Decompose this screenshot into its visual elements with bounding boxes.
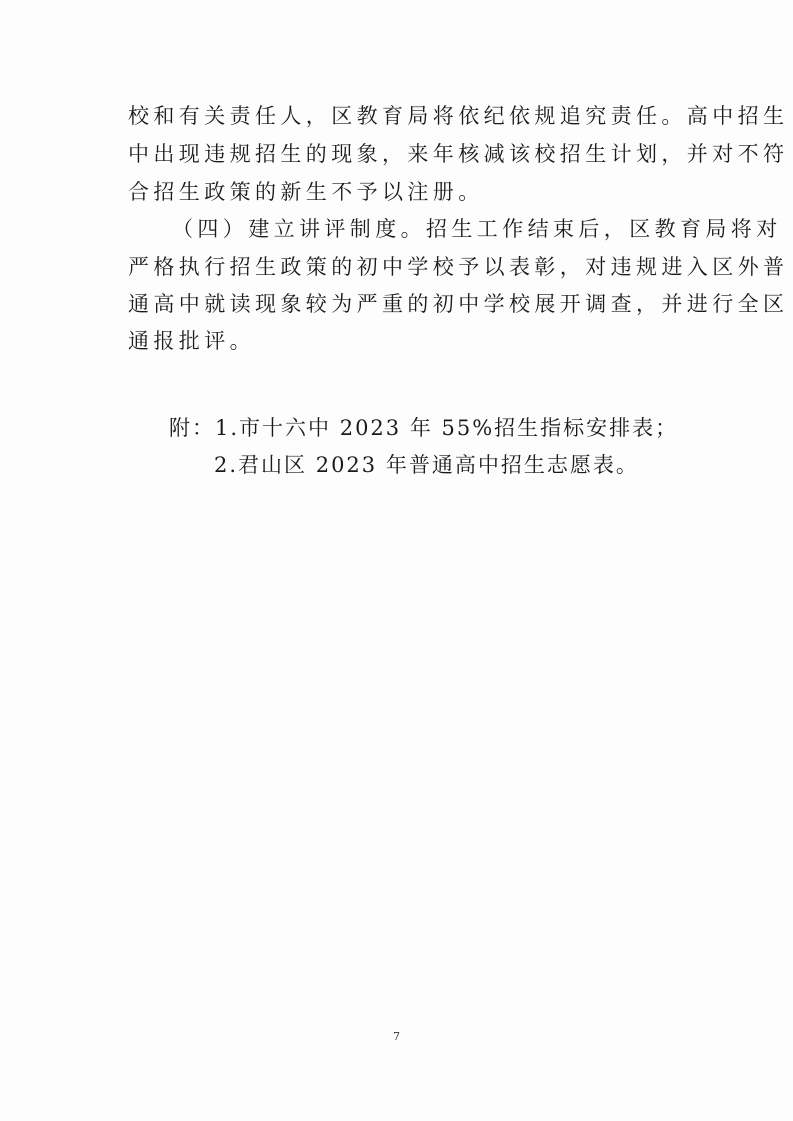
paragraph-2-line-2: 严格执行招生政策的初中学校予以表彰，对违规进入区外普	[128, 255, 789, 279]
paragraph-1-line-3: 合招生政策的新生不予以注册。	[128, 180, 484, 204]
attachment-label: 附：	[169, 416, 215, 440]
attachment-line-1	[169, 416, 678, 440]
paragraph-2-line-3: 通高中就读现象较为严重的初中学校展开调查，并进行全区	[128, 292, 789, 316]
attachment-item-2: 2.君山区 2023 年普通高中招生志愿表。	[214, 453, 639, 477]
attachment-item-1: 1.市十六中 2023 年 55%招生指标安排表；	[215, 416, 679, 440]
page-number: 7	[393, 1030, 400, 1043]
paragraph-2-line-1: （四）建立讲评制度。招生工作结束后，区教育局将对	[172, 217, 782, 241]
paragraph-1-line-1: 校和有关责任人，区教育局将依纪依规追究责任。高中招生	[128, 104, 789, 128]
paragraph-1-line-2: 中出现违规招生的现象，来年核减该校招生计划，并对不符	[128, 142, 789, 166]
paragraph-2-line-4: 通报批评。	[128, 329, 255, 353]
